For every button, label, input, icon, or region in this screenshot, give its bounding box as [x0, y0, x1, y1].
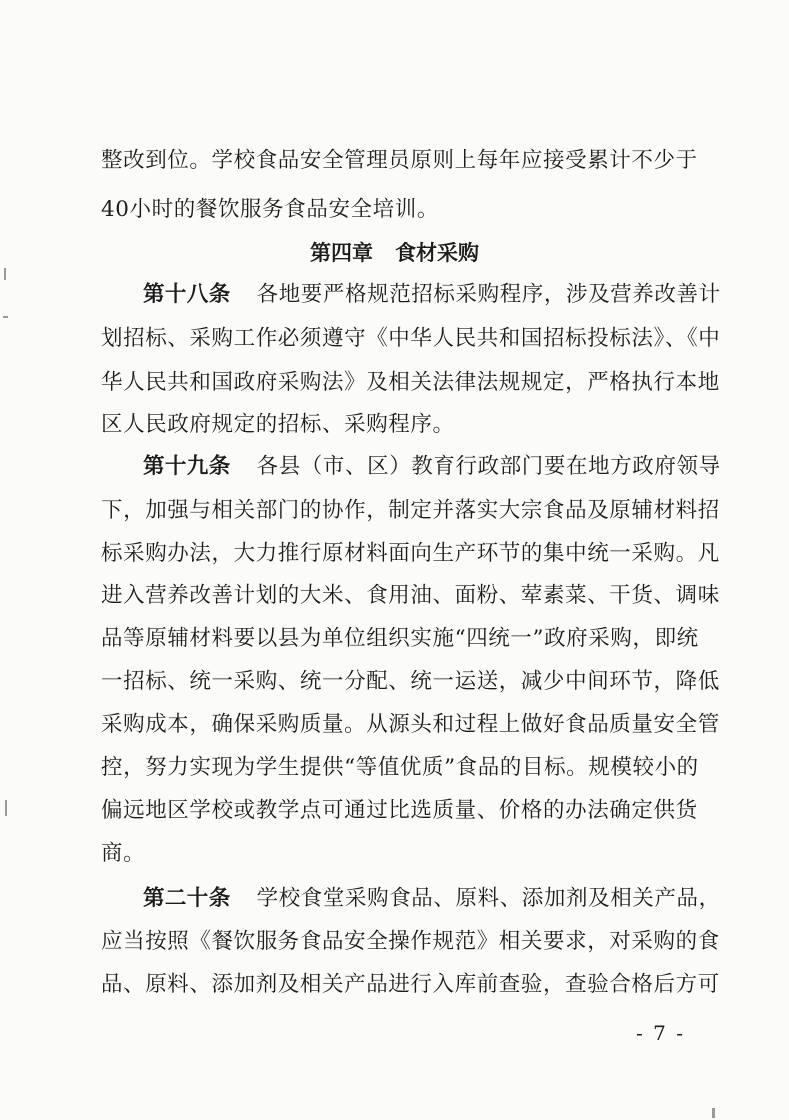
article-19-line: 偏远地区学校或教学点可通过比选质量、价格的办法确定供货 — [101, 798, 698, 823]
article-19-line: 采购成本，确保采购质量。从源头和过程上做好食品质量安全管 — [101, 712, 720, 737]
scan-mark — [3, 316, 8, 318]
article-19-line: 控，努力实现为学生提供“等值优质”食品的目标。规模较小的 — [101, 755, 699, 780]
article-18-line: 划招标、采购工作必须遵守《中华人民共和国招标投标法》、《中 — [101, 326, 721, 351]
chapter-label: 第四章 — [310, 241, 373, 265]
article-19-line: 一招标、统一采购、统一分配、统一运送，减少中间环节，降低 — [101, 669, 720, 694]
article-18-label: 第十八条 — [143, 282, 231, 307]
article-18-line: 华人民共和国政府采购法》及相关法律法规规定，严格执行本地 — [101, 370, 720, 395]
article-20-label: 第二十条 — [143, 886, 231, 911]
body-line-1: 整改到位。学校食品安全管理员原则上每年应接受累计不少于 — [101, 148, 698, 173]
article-19-first-line — [143, 453, 721, 481]
article-20-line: 应当按照《餐饮服务食品安全操作规范》相关要求，对采购的食 — [101, 929, 720, 954]
article-18-line: 区人民政府规定的招标、采购程序。 — [101, 412, 455, 437]
article-20-first-line — [143, 885, 721, 913]
article-19-line: 进入营养改善计划的大米、食用油、面粉、荤素菜、干货、调味 — [101, 583, 720, 608]
article-20-text: 学校食堂采购食品、原料、添加剂及相关产品， — [256, 886, 721, 911]
article-19-label: 第十九条 — [143, 454, 231, 479]
page-number: - 7 - — [636, 1021, 685, 1045]
chapter-heading — [0, 239, 789, 267]
article-19-line: 下，加强与相关部门的协作，制定并落实大宗食品及原辅材料招 — [101, 498, 720, 523]
article-19-text: 各县（市、区）教育行政部门要在地方政府领导 — [256, 454, 721, 479]
article-19-line: 品等原辅材料要以县为单位组织实施“四统一”政府采购，即统 — [101, 626, 699, 651]
body-line-2: 40小时的餐饮服务食品安全培训。 — [101, 197, 439, 222]
scan-mark — [5, 800, 7, 816]
article-19-line: 标采购办法，大力推行原材料面向生产环节的集中统一采购。凡 — [101, 541, 720, 566]
article-18-text: 各地要严格规范招标采购程序，涉及营养改善计 — [256, 282, 721, 307]
article-20-line: 品、原料、添加剂及相关产品进行入库前查验，查验合格后方可 — [101, 972, 720, 997]
article-18-first-line — [143, 281, 721, 309]
scan-mark — [4, 268, 6, 280]
scan-mark — [712, 1108, 715, 1118]
chapter-title: 食材采购 — [395, 241, 479, 265]
article-19-line: 商。 — [101, 841, 146, 866]
